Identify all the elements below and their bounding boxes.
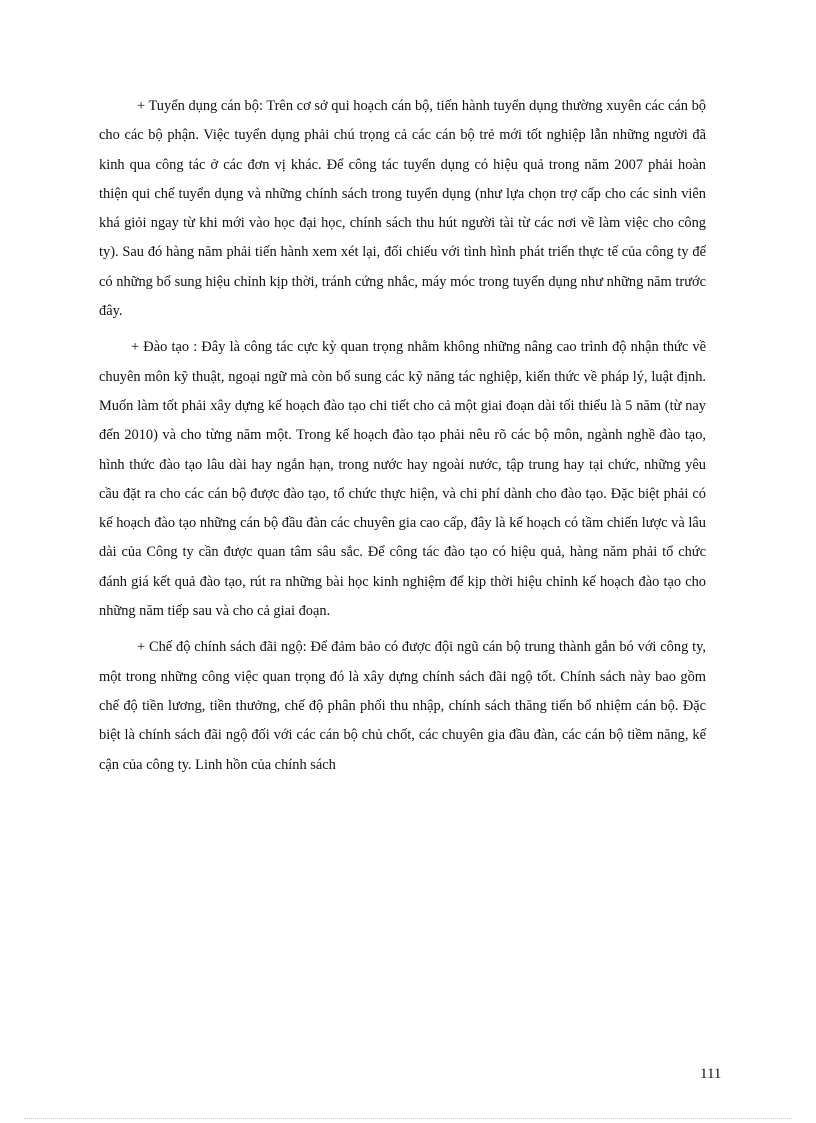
paragraph-compensation-policy: + Chế độ chính sách đãi ngộ: Để đảm bảo có được đội ngũ cán bộ trung thành gắn bó với công ty, một trong những công việc quan trọng đó là xây dựng chính sách đãi ngộ tốt. Chính sách này bao gồm chế độ tiền lương, tiền thưởng, chế độ phân phối thu nhập, chính sách thăng tiến bổ nhiệm cán bộ. Đặc biệt là chính sách đãi ngộ đối với các cán bộ chủ chốt, các chuyên gia đầu đàn, các cán bộ tiềm năng, kế cận của công ty. Linh hồn của chính sách <box>99 639 706 773</box>
paragraph-recruitment: + Tuyển dụng cán bộ: Trên cơ sở qui hoạch cán bộ, tiến hành tuyển dụng thường xuyên các cán bộ cho các bộ phận. Việc tuyển dụng phải chú trọng cả các cán bộ trẻ mới tốt nghiệp lẫn những người đã kinh qua công tác ở các đơn vị khác. Để công tác tuyển dụng có hiệu quả trong năm 2007 phải hoàn thiện qui chế tuyển dụng và những chính sách trong tuyển dụng (như lựa chọn trợ cấp cho các sinh viên khá giỏi ngay từ khi mới vào học đại học, chính sách thu hút người tài từ các nơi về làm việc cho công ty). Sau đó hàng năm phải tiến hành xem xét lại, đối chiếu với tình hình phát triển thực tế của công ty để có những bổ sung hiệu chỉnh kịp thời, tránh cứng nhắc, máy móc trong tuyển dụng như những năm trước đây. <box>99 98 706 320</box>
body-text <box>99 92 706 787</box>
page-number: 111 <box>700 1066 722 1082</box>
page-bottom-divider <box>24 1118 792 1119</box>
paragraph-training: + Đào tạo : Đây là công tác cực kỳ quan trọng nhằm không những nâng cao trình độ nhận thức về chuyên môn kỹ thuật, ngoại ngữ mà còn bổ sung các kỹ năng tác nghiệp, kiến thức về pháp lý, luật định. Muốn làm tốt phải xây dựng kế hoạch đào tạo chi tiết cho cả một giai đoạn dài tối thiểu là 5 năm (từ nay đến 2010) và cho từng năm một. Trong kế hoạch đào tạo phải nêu rõ các bộ môn, ngành nghề đào tạo, hình thức đào tạo lâu dài hay ngắn hạn, trong nước hay ngoài nước, tập trung hay tại chức, những yêu cầu đặt ra cho các cán bộ được đào tạo, tổ chức thực hiện, và chi phí dành cho đào tạo. Đặc biệt phải có kế hoạch đào tạo những cán bộ đầu đàn các chuyên gia cao cấp, đây là kế hoạch có tầm chiến lược và lâu dài của Công ty cần được quan tâm sâu sắc. Để công tác đào tạo có hiệu quả, hàng năm phải tổ chức đánh giá kết quả đào tạo, rút ra những bài học kinh nghiệm để kịp thời hiệu chỉnh kế hoạch đào tạo cho những năm tiếp sau và cho cả giai đoạn. <box>99 339 706 620</box>
